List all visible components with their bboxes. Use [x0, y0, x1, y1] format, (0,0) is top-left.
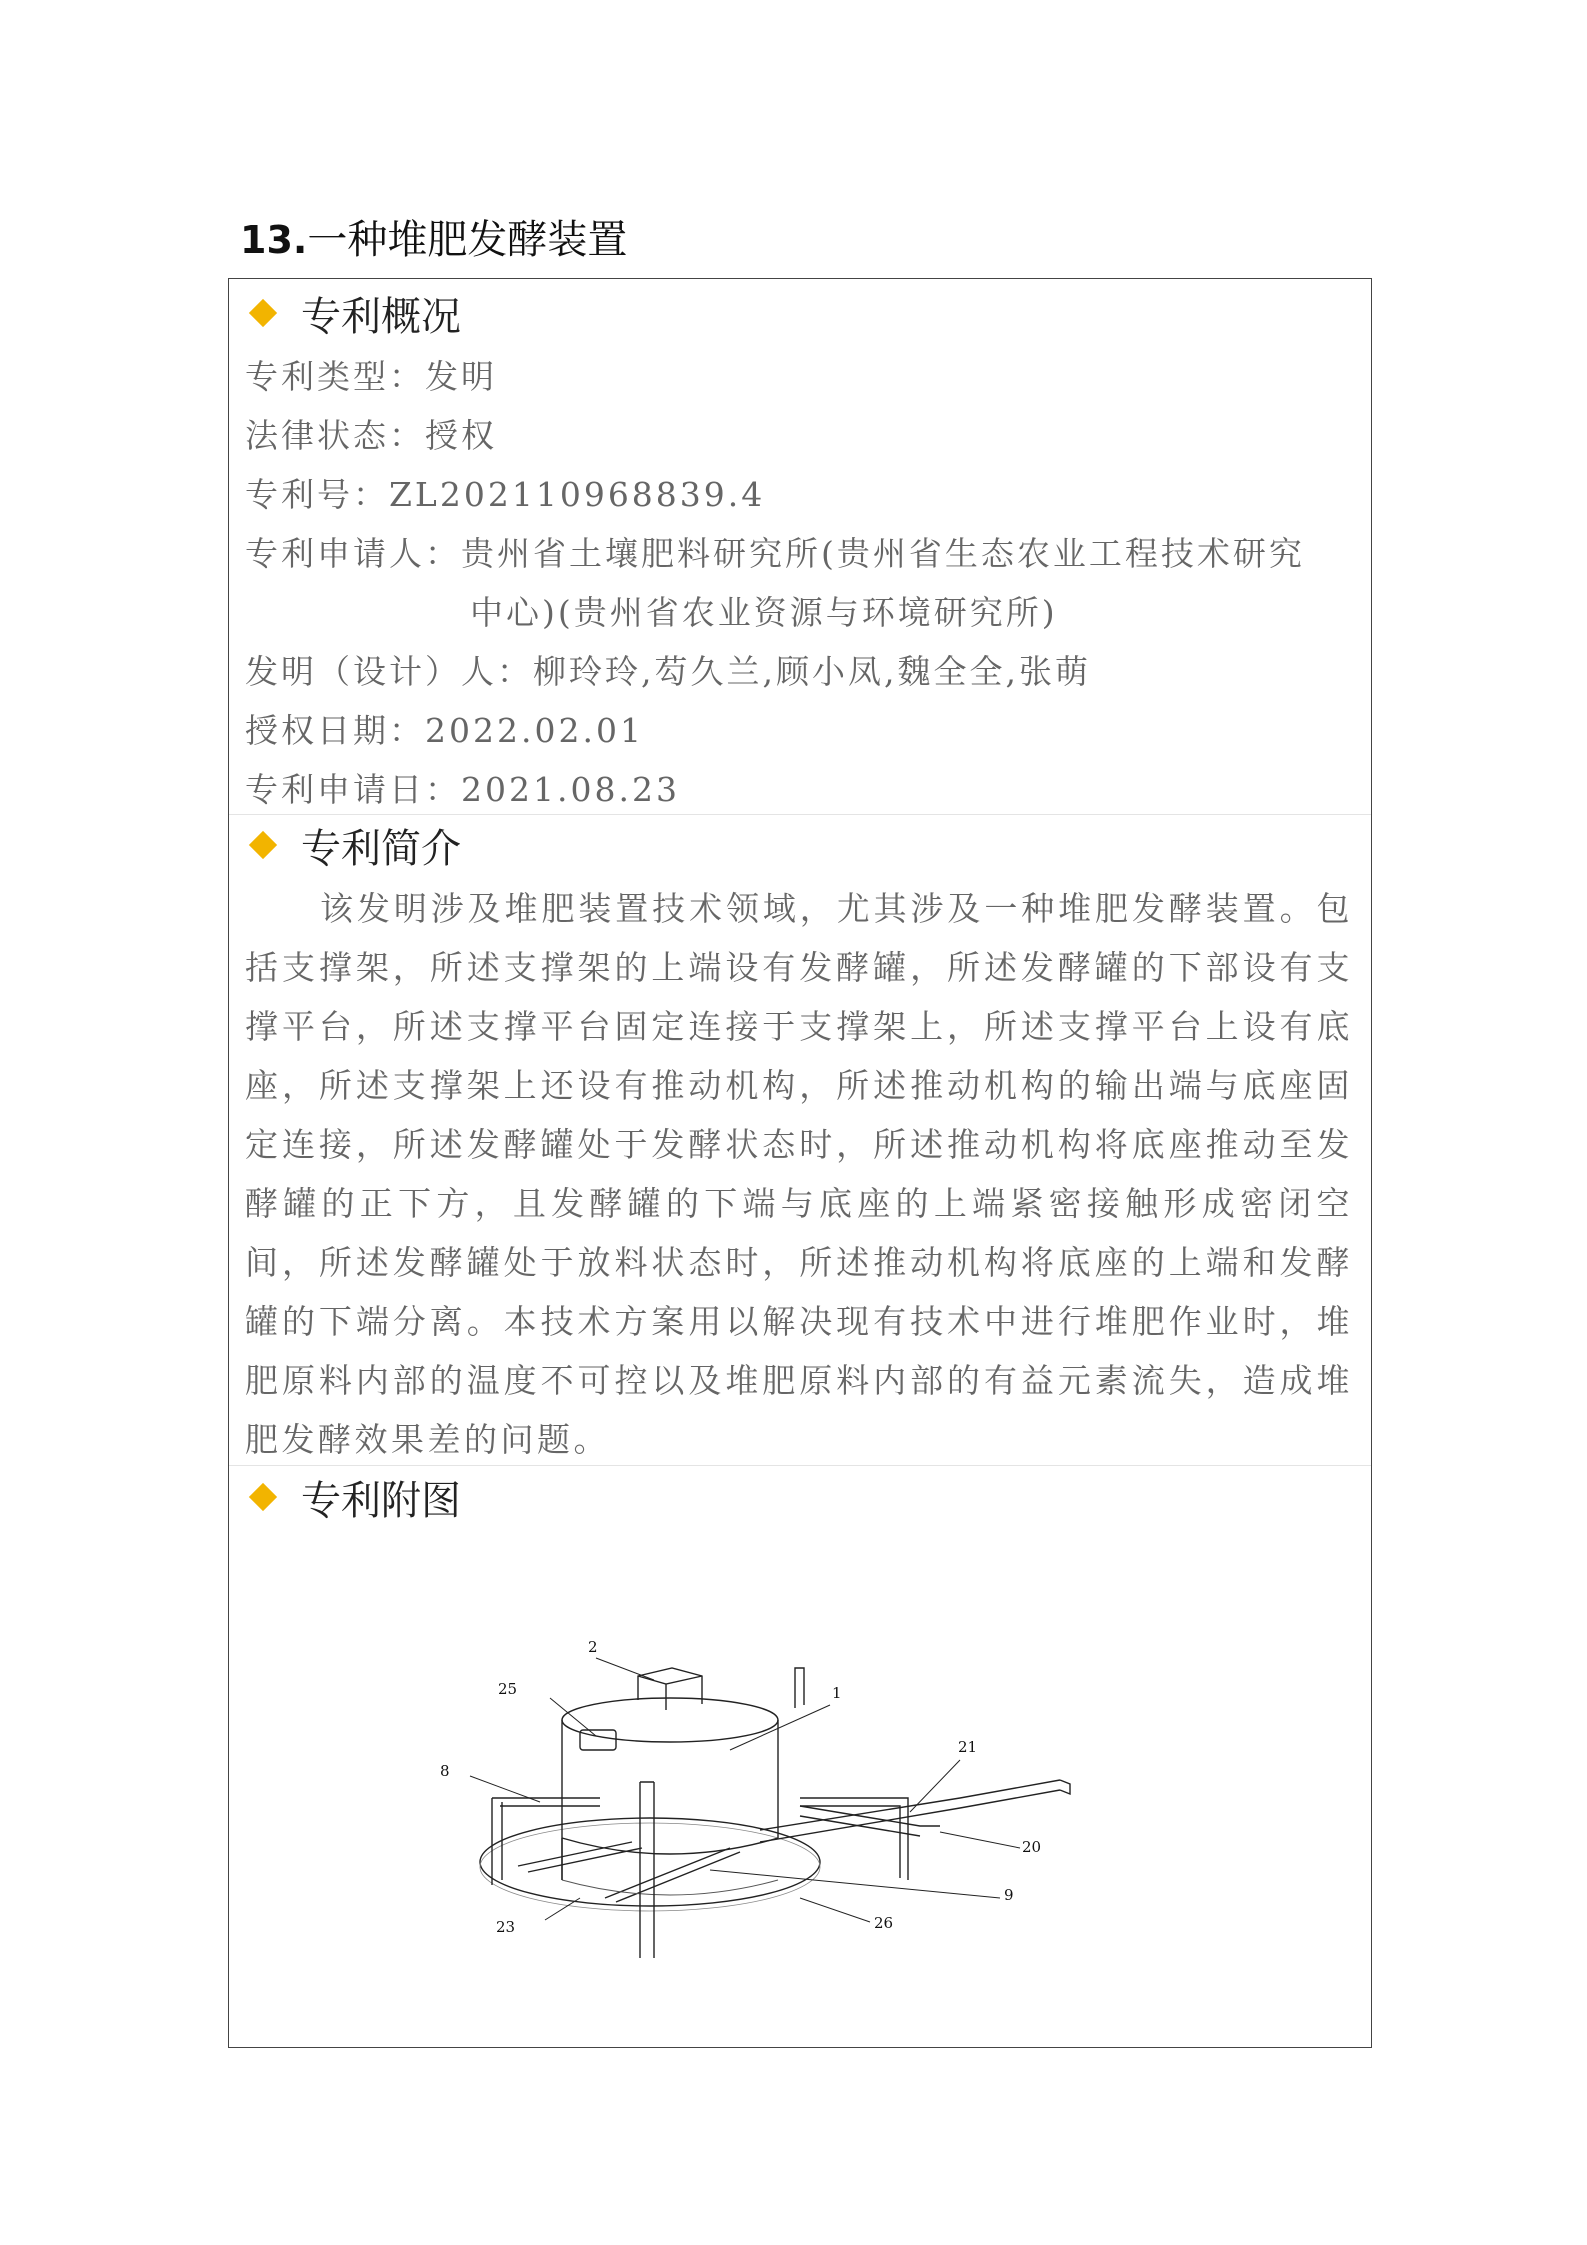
patent-drawing — [400, 1580, 1100, 1960]
overview-header — [241, 285, 1359, 341]
document-number: 13. — [240, 218, 308, 262]
section-divider — [229, 814, 1371, 815]
legal-status: 法律状态：授权 — [245, 416, 497, 455]
drawing-section — [241, 1469, 1359, 1525]
overview-section — [241, 285, 1359, 819]
drawing-label-23: 23 — [496, 1918, 516, 1936]
diamond-bullet-icon — [249, 831, 277, 859]
drawing-label-9: 9 — [1004, 1886, 1014, 1904]
diamond-bullet-icon — [249, 299, 277, 327]
drawing-label-21: 21 — [958, 1738, 978, 1756]
inventors: 发明（设计）人：柳玲玲,芶久兰,顾小凤,魏全全,张萌 — [245, 652, 1091, 691]
summary-section — [241, 817, 1359, 1469]
overview-heading: 专利概况 — [301, 293, 461, 340]
drawing-label-2: 2 — [588, 1638, 598, 1656]
applicant-line-1: 专利申请人：贵州省土壤肥料研究所(贵州省生态农业工程技术研究 — [245, 534, 1305, 573]
grant-date: 授权日期：2022.02.01 — [245, 711, 644, 750]
patent-type: 专利类型：发明 — [245, 357, 497, 396]
patent-number: 专利号：ZL202110968839.4 — [245, 475, 766, 514]
drawing-label-26: 26 — [874, 1914, 894, 1932]
document-title — [240, 208, 627, 265]
applicant-line-2: 中心)(贵州省农业资源与环境研究所) — [470, 593, 1058, 632]
drawing-label-20: 20 — [1022, 1838, 1042, 1856]
drawing-label-1: 1 — [832, 1684, 842, 1702]
document-title-text: 一种堆肥发酵装置 — [307, 217, 628, 263]
summary-header — [241, 817, 1359, 873]
patent-drawing-svg — [400, 1580, 1100, 1960]
application-date: 专利申请日：2021.08.23 — [245, 770, 680, 809]
drawing-label-25: 25 — [498, 1680, 518, 1698]
summary-text: 该发明涉及堆肥装置技术领域，尤其涉及一种堆肥发酵装置。包括支撑架，所述支撑架的上端设有发酵罐，所述发酵罐的下部设有支撑平台，所述支撑平台固定连接于支撑架上，所述支撑平台上设有底座，所述支撑架上还设有推动机构，所述推动机构的输出端与底座固定连接，所述发酵罐处于发酵状态时，所述推动机构将底座推动至发酵罐的正下方，且发酵罐的下端与底座的上端紧密接触形成密闭空间，所述发酵罐处于放料状态时，所述推动机构将底座的上端和发酵罐的下端分离。本技术方案用以解决现有技术中进行堆肥作业时，堆肥原料内部的温度不可控以及堆肥原料内部的有益元素流失，造成堆肥发酵效果差的问题。 — [245, 889, 1353, 1459]
drawing-heading: 专利附图 — [301, 1477, 461, 1524]
summary-heading: 专利简介 — [301, 825, 461, 872]
drawing-label-8: 8 — [440, 1762, 450, 1780]
drawing-header — [241, 1469, 1359, 1525]
section-divider — [229, 1465, 1371, 1466]
diamond-bullet-icon — [249, 1483, 277, 1511]
